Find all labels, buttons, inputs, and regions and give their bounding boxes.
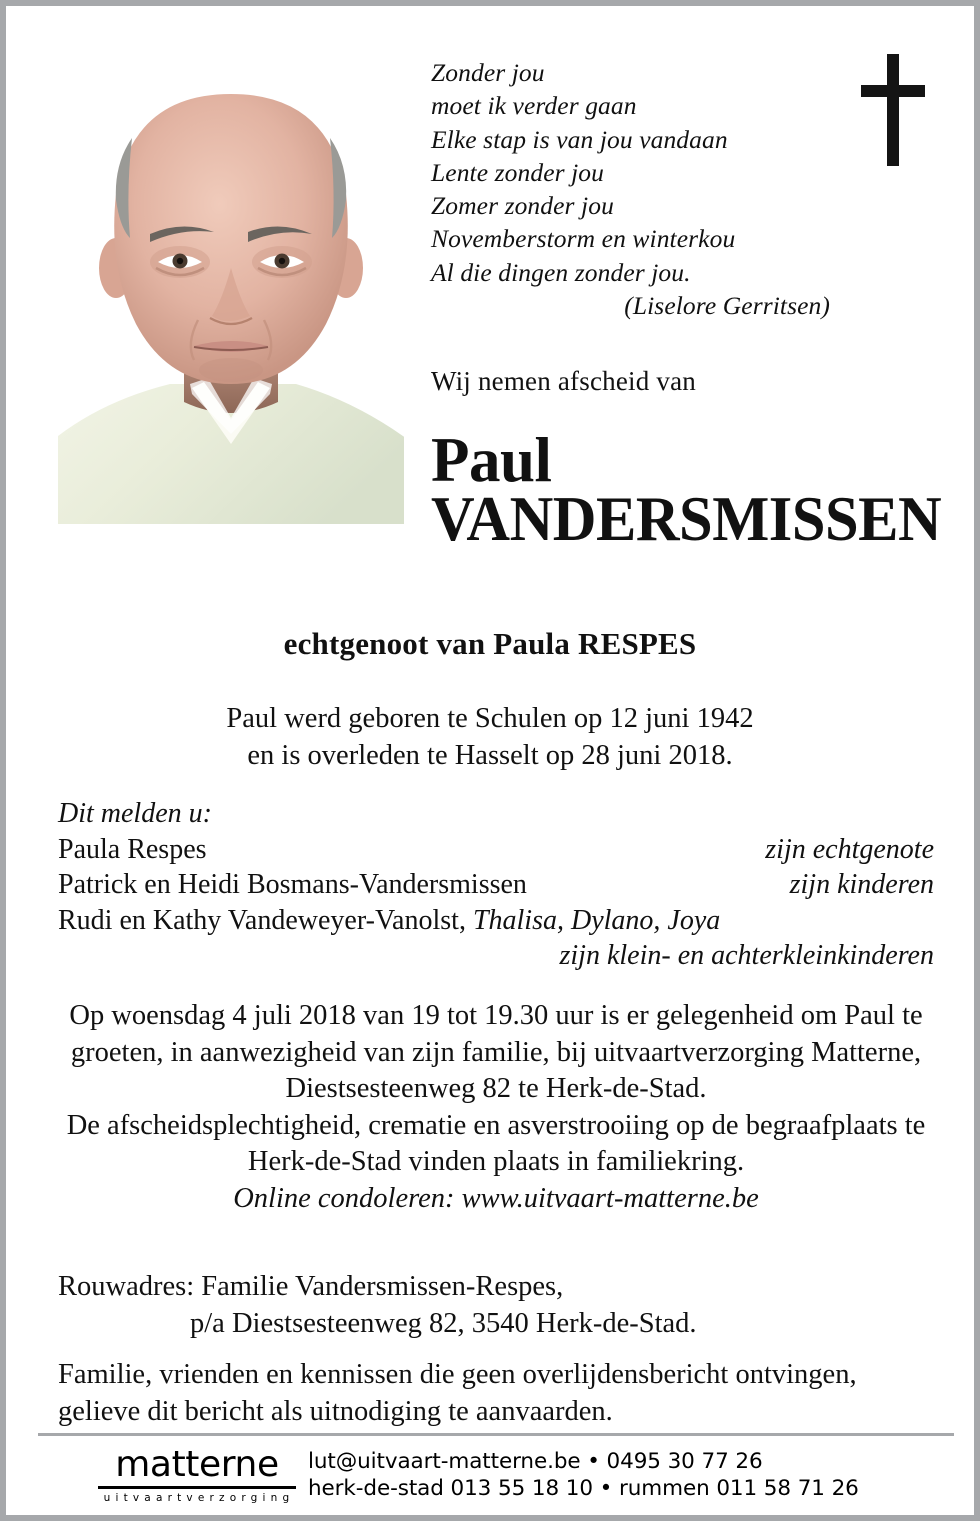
poem-line: Novemberstorm en winterkou — [431, 224, 736, 254]
poem-line: Zonder jou — [431, 58, 545, 87]
footer-contact — [296, 1446, 859, 1502]
ceremony-paragraph-1: Op woensdag 4 juli 2018 van 19 tot 19.30 uur is er gelegenheid om Paul te groeten, in aanwezigheid van zijn familie, bij uitvaartverzorging Matterne, Diestsesteenweg 82 te Herk-de-Stad. — [69, 1000, 923, 1105]
logo-name: matterne — [115, 1444, 279, 1485]
portrait-photo-image — [58, 72, 404, 524]
poem-attribution: (Liselore Gerritsen) — [624, 291, 830, 321]
birth-death-dates — [6, 700, 974, 774]
family-announcement — [58, 796, 934, 974]
family-row — [58, 832, 934, 868]
memorial-poem — [431, 56, 831, 322]
death-line: en is overleden te Hasselt op 28 juni 2018. — [247, 740, 733, 771]
poem-line: moet ik verder gaan — [431, 91, 637, 121]
family-row — [58, 867, 934, 903]
family-names: Paula Respes — [58, 833, 207, 865]
grandchildren-parents: Rudi en Kathy Vandeweyer-Vanolst, — [58, 904, 473, 936]
poem-line: Al die dingen zonder jou. — [431, 257, 691, 287]
ceremony-details — [58, 998, 934, 1218]
deceased-name — [431, 425, 961, 555]
matterne-logo — [38, 1446, 296, 1504]
birth-line: Paul werd geboren te Schulen op 12 juni 1942 — [226, 703, 754, 734]
online-condolences: Online condoleren: www.uitvaart-matterne.be — [233, 1182, 759, 1214]
farewell-intro: Wij nemen afscheid van — [431, 366, 696, 396]
latin-cross-icon — [856, 54, 932, 166]
family-relation: zijn kinderen — [789, 869, 934, 900]
poem-line: Lente zonder jou — [431, 157, 605, 187]
poem-line: Elke stap is van jou vandaan — [431, 124, 728, 154]
family-intro: Dit melden u: — [58, 798, 212, 829]
mourning-address — [58, 1268, 934, 1342]
deceased-first-name: Paul — [431, 425, 552, 495]
logo-rule — [98, 1486, 296, 1489]
deceased-last-name: VANDERSMISSEN — [431, 484, 942, 555]
logo-tagline: uitvaartverzorging — [103, 1492, 295, 1504]
footer — [38, 1446, 954, 1510]
grandchildren-relation: zijn klein- en achterkleinkinderen — [559, 940, 934, 971]
footer-divider — [38, 1433, 954, 1436]
grandchildren-list: Thalisa, Dylano, Joya — [472, 904, 721, 936]
family-names: Patrick en Heidi Bosmans-Vandersmissen — [58, 869, 527, 900]
grandchildren-names — [58, 903, 934, 939]
family-relation: zijn echtgenote — [765, 833, 934, 865]
portrait-photo — [58, 72, 404, 524]
address-line-1: Rouwadres: Familie Vandersmissen-Respes, — [58, 1271, 564, 1302]
closing-invitation: Familie, vrienden en kennissen die geen overlijdensbericht ontvingen, gelieve dit bericht als uitnodiging te aanvaarden. — [58, 1359, 857, 1427]
contact-line-1: lut@uitvaart-matterne.be • 0495 30 77 26 — [308, 1449, 763, 1474]
address-line-2: p/a Diestsesteenweg 82, 3540 Herk-de-Stad. — [190, 1308, 697, 1339]
spouse-line: echtgenoot van Paula RESPES — [283, 626, 697, 661]
ceremony-paragraph-2: De afscheidsplechtigheid, crematie en asverstrooiing op de begraafplaats te Herk-de-Stad vinden plaats in familiekring. — [66, 1109, 926, 1178]
poem-line: Zomer zonder jou — [431, 191, 614, 221]
contact-line-2: herk-de-stad 013 55 18 10 • rummen 011 58 71 26 — [308, 1476, 859, 1501]
